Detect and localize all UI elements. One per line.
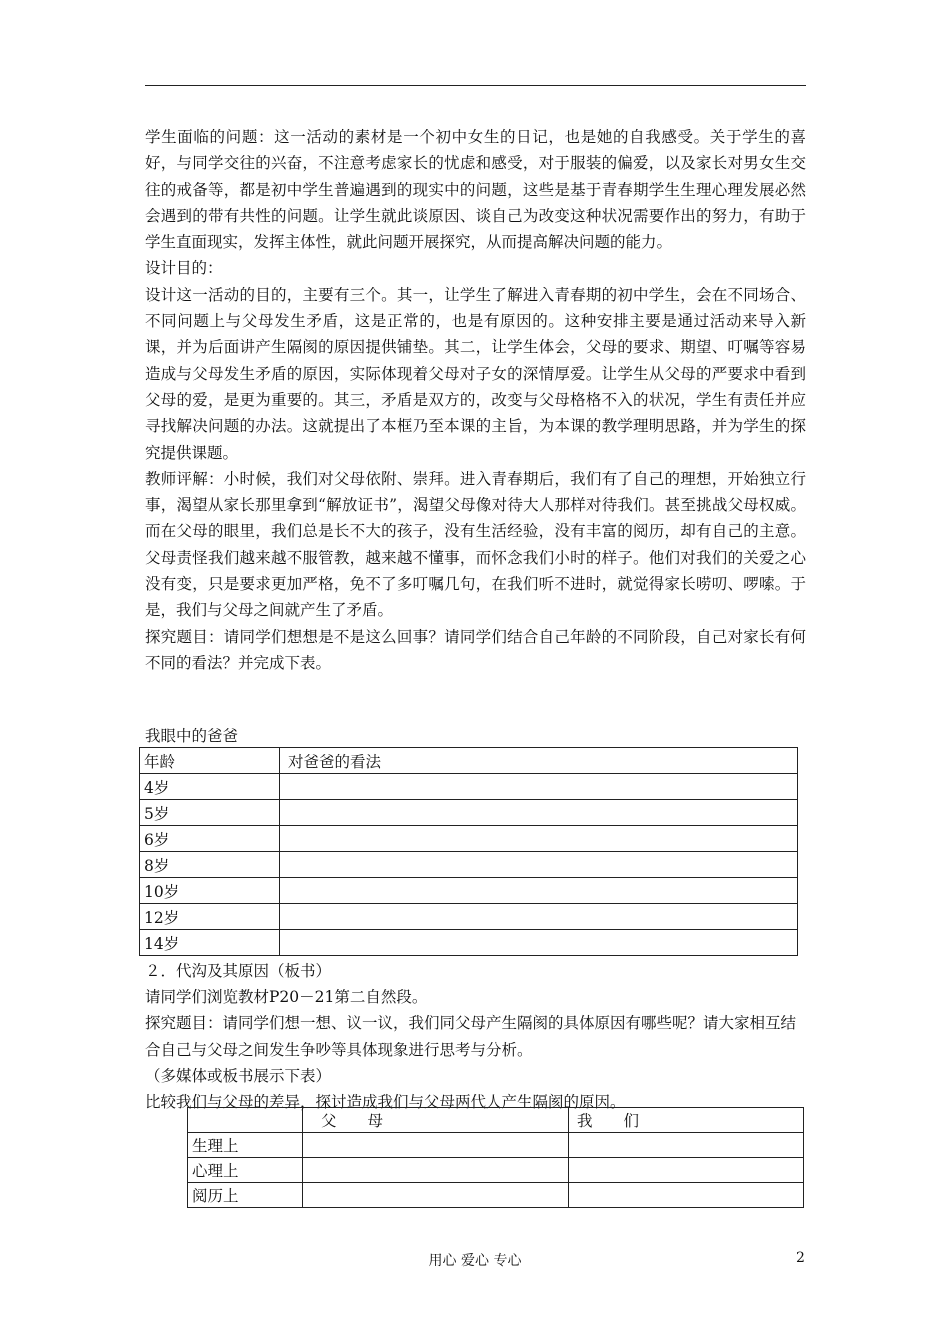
table-row xyxy=(188,1183,804,1208)
table-row xyxy=(140,826,798,852)
age-cell: 5岁 xyxy=(140,800,280,826)
parents-cell[interactable] xyxy=(303,1158,569,1183)
aspect-cell: 心理上 xyxy=(188,1158,303,1183)
age-header: 年龄 xyxy=(140,748,280,774)
parents-header: 父 母 xyxy=(303,1108,569,1133)
opinion-cell[interactable] xyxy=(280,852,798,878)
table-row xyxy=(140,904,798,930)
age-cell: 14岁 xyxy=(140,930,280,956)
dad-in-my-eyes-table xyxy=(139,747,798,956)
us-header: 我 们 xyxy=(569,1108,804,1133)
us-cell[interactable] xyxy=(569,1158,804,1183)
age-cell: 6岁 xyxy=(140,826,280,852)
table-row xyxy=(140,930,798,956)
table-row xyxy=(140,852,798,878)
paragraph-teacher-comment: 教师评解：小时候，我们对父母依附、崇拜。进入青春期后，我们有了自己的理想，开始独立行事，渴望从家长那里拿到“解放证书”，渴望父母像对待大人那样对待我们。甚至挑战父母权威。而在父母的眼里，我们总是长不大的孩子，没有生活经验，没有丰富的阅历，却有自己的主意。父母责怪我们越来越不服管教，越来越不懂事，而怀念我们小时的样子。他们对我们的关爱之心没有变，只是要求更加严格，免不了多叮嘱几句，在我们听不进时，就觉得家长唠叨、啰嗦。于是，我们与父母之间就产生了矛盾。 xyxy=(145,469,806,620)
opinion-cell[interactable] xyxy=(280,826,798,852)
age-cell: 10岁 xyxy=(140,878,280,904)
aspect-cell: 阅历上 xyxy=(188,1183,303,1208)
paragraph-design-purpose: 设计这一活动的目的，主要有三个。其一，让学生了解进入青春期的初中学生，会在不同场合、不同问题上与父母发生矛盾，这是正常的，也是有原因的。这种安排主要是通过活动来导入新课，并为后面讲产生隔阂的原因提供铺垫。其二，让学生体会，父母的要求、期望、叮嘱等容易造成与父母发生矛盾的原因，实际体现着父母对子女的深情厚爱。让学生从父母的严要求中看到父母的爱，是更为重要的。其三，矛盾是双方的，改变与父母格格不入的状况，学生有责任并应寻找解决问题的办法。这就提出了本框乃至本课的主旨，为本课的教学理明思路，并为学生的探究提供课题。 xyxy=(145,285,806,462)
blank-header xyxy=(188,1108,303,1133)
table-row xyxy=(140,878,798,904)
section-generation-gap xyxy=(145,958,806,1115)
table-row xyxy=(188,1133,804,1158)
footer-motto: 用心 爱心 专心 xyxy=(428,1253,522,1269)
us-cell[interactable] xyxy=(569,1133,804,1158)
us-cell[interactable] xyxy=(569,1183,804,1208)
display-note: （多媒体或板书展示下表） xyxy=(145,1066,332,1085)
paragraph-inquiry-question: 探究题目：请同学们想想是不是这么回事？请同学们结合自己年龄的不同阶段，自己对家长有何不同的看法？并完成下表。 xyxy=(145,627,806,672)
age-cell: 8岁 xyxy=(140,852,280,878)
opinion-cell[interactable] xyxy=(280,904,798,930)
paragraph-design-purpose-heading: 设计目的： xyxy=(145,259,223,278)
table-row xyxy=(188,1158,804,1183)
table-header-row xyxy=(188,1108,804,1133)
opinion-cell[interactable] xyxy=(280,774,798,800)
paragraph-students-problem: 学生面临的问题：这一活动的素材是一个初中女生的日记，也是她的自我感受。关于学生的喜好，与同学交往的兴奋，不注意考虑家长的忧虑和感受，对于服装的偏爱，以及家长对男女生交往的戒备等，都是初中学生普遍遇到的现实中的问题，这些是基于青春期学生生理心理发展必然会遇到的带有共性的问题。让学生就此谈原因、谈自己为改变这种状况需要作出的努力，有助于学生直面现实，发挥主体性，就此问题开展探究，从而提高解决问题的能力。 xyxy=(145,128,806,252)
table1-caption: 我眼中的爸爸 xyxy=(145,727,239,745)
comparison-table xyxy=(187,1107,804,1208)
reading-instruction: 请同学们浏览教材P20－21第二自然段。 xyxy=(145,988,428,1007)
table-row xyxy=(140,774,798,800)
parents-cell[interactable] xyxy=(303,1133,569,1158)
header-rule xyxy=(145,85,806,86)
opinion-cell[interactable] xyxy=(280,878,798,904)
page-number: 2 xyxy=(796,1250,805,1266)
inquiry-question-2: 探究题目：请同学们想一想、议一议，我们同父母产生隔阂的具体原因有哪些呢？请大家相互结合自己与父母之间发生争吵等具体现象进行思考与分析。 xyxy=(145,1014,797,1059)
table-row xyxy=(140,800,798,826)
age-cell: 12岁 xyxy=(140,904,280,930)
comparison-intro: 比较我们与父母的差异，探讨造成我们与父母两代人产生隔阂的原因。 xyxy=(145,1093,626,1112)
age-cell: 4岁 xyxy=(140,774,280,800)
table-header-row xyxy=(140,748,798,774)
parents-cell[interactable] xyxy=(303,1183,569,1208)
opinion-header: 对爸爸的看法 xyxy=(280,748,798,774)
aspect-cell: 生理上 xyxy=(188,1133,303,1158)
section-heading: ２．代沟及其原因（板书） xyxy=(145,962,332,980)
opinion-cell[interactable] xyxy=(280,930,798,956)
main-text xyxy=(145,124,806,676)
opinion-cell[interactable] xyxy=(280,800,798,826)
